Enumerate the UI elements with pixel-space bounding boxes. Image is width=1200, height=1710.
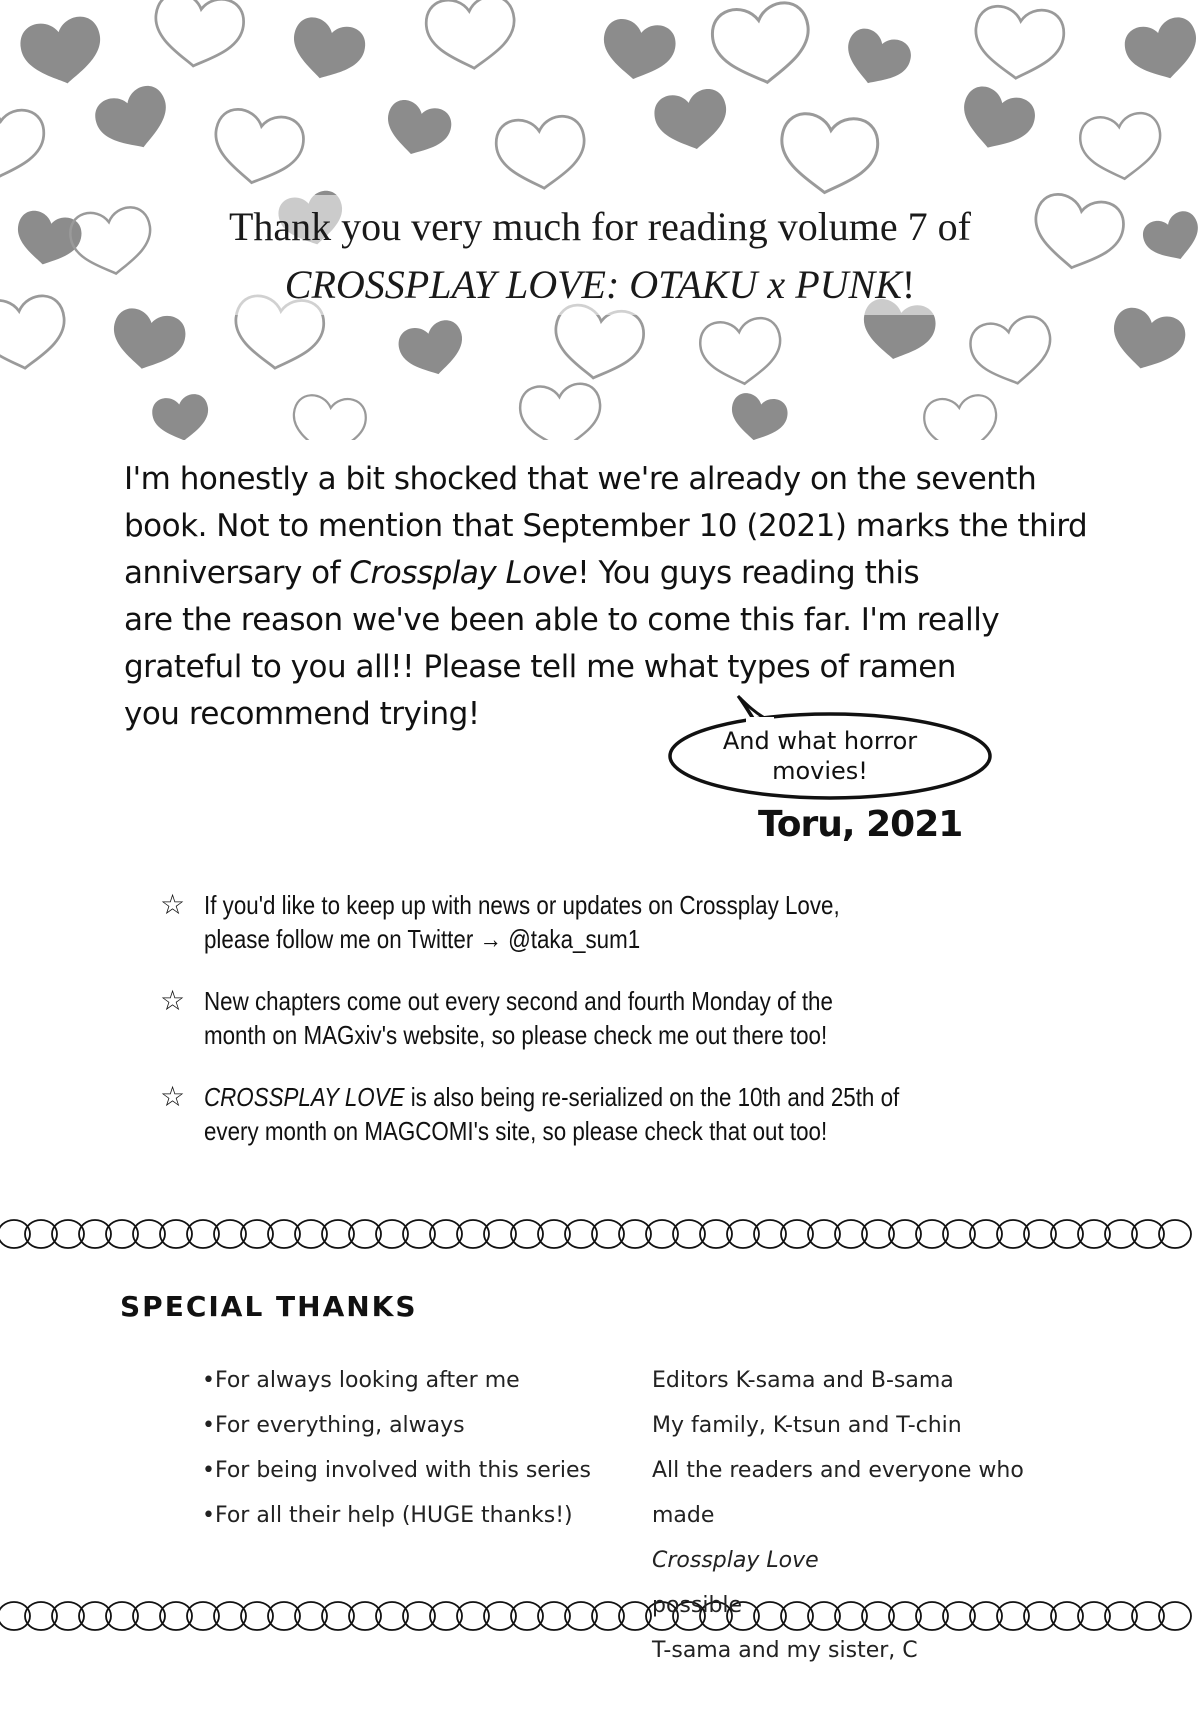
note-2-line-1: New chapters come out every second and fourth Monday of the bbox=[204, 986, 833, 1016]
series-title: CROSSPLAY LOVE: OTAKU x PUNK bbox=[284, 262, 902, 307]
heart-filled-icon bbox=[17, 14, 107, 91]
names-line-1: Editors K-sama and B-sama bbox=[652, 1368, 954, 1393]
message-line-6: you recommend trying! bbox=[124, 696, 480, 732]
message-line-4: are the reason we've been able to come this far. I'm really bbox=[124, 602, 1000, 638]
bubble-line-1: And what horror bbox=[722, 727, 918, 755]
heart-filled-icon bbox=[380, 96, 455, 162]
ring-chain-divider-top bbox=[0, 1214, 1200, 1254]
heart-filled-icon bbox=[838, 24, 916, 94]
heart-outline-icon bbox=[777, 111, 880, 197]
heart-outline-icon bbox=[208, 106, 307, 190]
note-2-line-2: month on MAGxiv's website, so please check me out there too! bbox=[204, 1020, 828, 1050]
note-3-series-name: CROSSPLAY LOVE bbox=[204, 1082, 405, 1112]
names-line-3: All the readers and everyone who bbox=[652, 1458, 1024, 1483]
heart-filled-icon bbox=[651, 86, 732, 155]
heart-outline-icon bbox=[424, 0, 518, 72]
special-thanks-reasons bbox=[202, 1358, 591, 1538]
series-title-suffix: ! bbox=[901, 262, 916, 307]
heart-outline-icon bbox=[494, 114, 588, 192]
heart-filled-icon bbox=[395, 317, 469, 382]
reason-item: •For always looking after me bbox=[202, 1368, 520, 1393]
author-signature: Toru, 2021 bbox=[758, 804, 963, 845]
thank-you-heading bbox=[0, 198, 1200, 314]
names-line-4-post: possible bbox=[652, 1593, 743, 1618]
heart-outline-icon bbox=[709, 0, 815, 89]
note-3-line-1-rest: is also being re-serialized on the 10th and 25th of bbox=[404, 1082, 900, 1112]
message-series-name: Crossplay Love bbox=[349, 555, 578, 591]
reason-item: •For all their help (HUGE thanks!) bbox=[202, 1503, 573, 1528]
star-icon: ☆ bbox=[160, 889, 186, 920]
message-line-2: book. Not to mention that September 10 (2021) marks the third bbox=[124, 508, 1088, 544]
reason-item: •For being involved with this series bbox=[202, 1458, 591, 1483]
heart-filled-icon bbox=[285, 13, 369, 87]
heart-outline-icon bbox=[698, 316, 784, 388]
note-3-line-2: every month on MAGCOMI's site, so please check that out too! bbox=[204, 1116, 828, 1146]
heart-filled-icon bbox=[1105, 304, 1189, 377]
names-line-2: My family, K-tsun and T-chin bbox=[652, 1413, 962, 1438]
heart-outline-icon bbox=[967, 314, 1057, 391]
star-icon: ☆ bbox=[160, 1081, 186, 1112]
bubble-line-2: movies! bbox=[772, 757, 868, 785]
names-line-5: T-sama and my sister, C bbox=[652, 1638, 918, 1663]
notes-list bbox=[160, 888, 1060, 1176]
heart-outline-icon bbox=[1078, 111, 1164, 183]
special-thanks-names bbox=[652, 1358, 1024, 1673]
heart-filled-icon bbox=[90, 81, 177, 160]
heart-filled-icon bbox=[150, 392, 212, 440]
message-line-3-pre: anniversary of bbox=[124, 555, 350, 591]
note-1-line-1: If you'd like to keep up with news or updates on Crossplay Love, bbox=[204, 890, 840, 920]
note-3-line-1 bbox=[204, 1080, 940, 1114]
heart-filled-icon bbox=[598, 16, 679, 85]
message-line-3 bbox=[124, 550, 1124, 597]
heart-filled-icon bbox=[1121, 13, 1200, 87]
note-magcomi bbox=[160, 1080, 1060, 1148]
series-title-line bbox=[0, 256, 1200, 314]
note-1-line-2: please follow me on Twitter → @taka_sum1 bbox=[204, 924, 641, 954]
special-thanks-heading: SPECIAL THANKS bbox=[120, 1290, 418, 1323]
heart-outline-icon bbox=[922, 394, 1000, 440]
names-series-name: Crossplay Love bbox=[652, 1548, 819, 1573]
names-line-4-pre: made bbox=[652, 1503, 715, 1528]
message-line-3-post: ! You guys reading this bbox=[577, 555, 920, 591]
heart-filled-icon bbox=[107, 305, 189, 376]
note-twitter bbox=[160, 888, 1060, 956]
names-line-4 bbox=[652, 1493, 1024, 1628]
speech-bubble-text bbox=[700, 726, 940, 786]
reason-item: •For everything, always bbox=[202, 1413, 465, 1438]
heart-outline-icon bbox=[0, 104, 46, 182]
heart-outline-icon bbox=[972, 4, 1066, 82]
message-line-1: I'm honestly a bit shocked that we're already on the seventh bbox=[124, 461, 1037, 497]
heart-filled-icon bbox=[954, 82, 1040, 159]
message-line-5: grateful to you all!! Please tell me what types of ramen bbox=[124, 649, 956, 685]
heart-outline-icon bbox=[150, 0, 247, 72]
heart-filled-icon bbox=[726, 391, 790, 440]
note-magxiv bbox=[160, 984, 1060, 1052]
star-icon: ☆ bbox=[160, 985, 186, 1016]
heart-outline-icon bbox=[290, 394, 368, 440]
heart-outline-icon bbox=[519, 382, 603, 440]
thank-you-line: Thank you very much for reading volume 7 of bbox=[228, 204, 971, 249]
